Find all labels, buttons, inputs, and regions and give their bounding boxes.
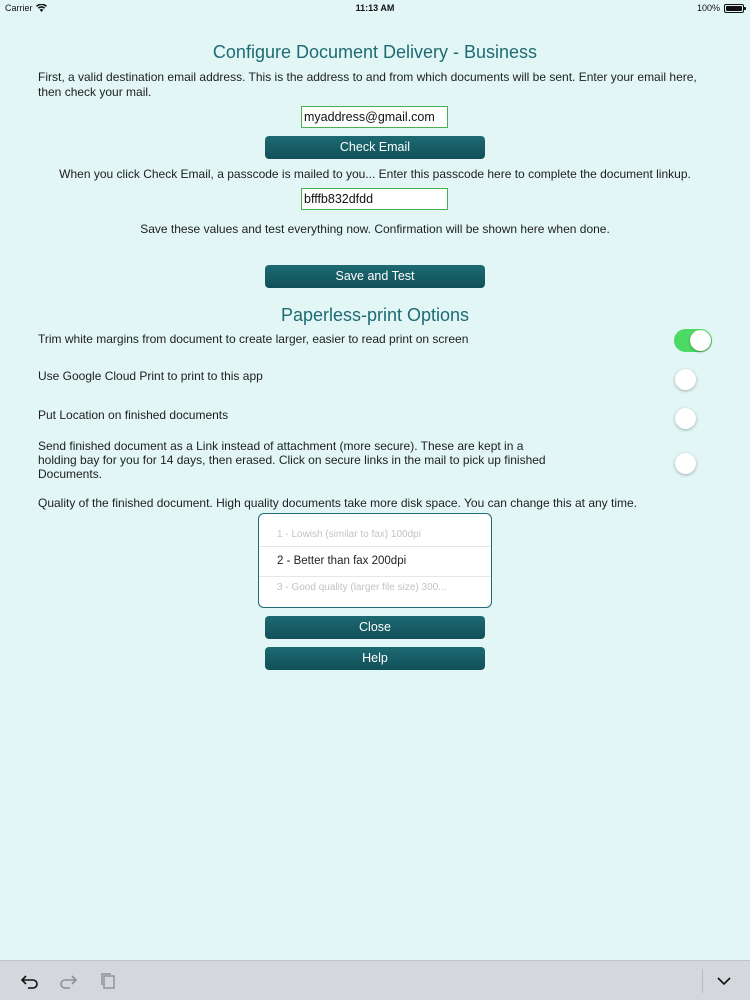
quality-option-lowish[interactable]: 1 - Lowish (similar to fax) 100dpi: [277, 529, 421, 540]
save-and-test-button[interactable]: Save and Test: [265, 265, 485, 288]
option-cloud-print-label: Use Google Cloud Print to print to this app: [38, 369, 263, 383]
close-button[interactable]: Close: [265, 616, 485, 639]
paste-icon[interactable]: [98, 971, 118, 991]
trim-margins-toggle[interactable]: [674, 329, 712, 352]
save-instructions: Save these values and test everything now. Confirmation will be shown here when done.: [140, 222, 610, 236]
check-email-button[interactable]: Check Email: [265, 136, 485, 159]
option-link-label: Send finished document as a Link instead of attachment (more secure). These are kept in a holding bay for you for 14 days, then erased. Click on secure links in the mail to pick up finished Documents.: [38, 439, 546, 481]
passcode-input[interactable]: [301, 188, 448, 210]
quality-option-selected[interactable]: 2 - Better than fax 200dpi: [277, 555, 407, 567]
picker-divider-top: [259, 546, 491, 547]
options-title: Paperless-print Options: [280, 305, 470, 325]
picker-divider-bottom: [259, 576, 491, 577]
chevron-down-icon[interactable]: [714, 971, 734, 991]
battery-icon: [724, 4, 744, 13]
bottom-toolbar: [0, 960, 750, 1000]
cloud-print-toggle[interactable]: [674, 368, 712, 391]
carrier-label: Carrier: [5, 3, 33, 13]
quality-label: Quality of the finished document. High quality documents take more disk space. You can change this at any time.: [38, 496, 638, 510]
redo-icon[interactable]: [58, 971, 78, 991]
passcode-instructions: When you click Check Email, a passcode is mailed to you... Enter this passcode here to complete the document linkup.: [59, 167, 691, 181]
quality-option-good[interactable]: 3 - Good quality (larger file size) 300...: [277, 582, 447, 593]
option-location-label: Put Location on finished documents: [38, 408, 229, 422]
quality-picker[interactable]: [258, 513, 492, 608]
location-toggle[interactable]: [674, 407, 712, 430]
delivery-title: Configure Document Delivery - Business: [212, 42, 538, 62]
toolbar-separator: [702, 969, 703, 993]
battery-percent: 100%: [696, 3, 720, 13]
status-bar: [0, 0, 750, 18]
option-trim-margins-label: Trim white margins from document to create larger, easier to read print on screen: [38, 332, 469, 346]
battery-group: [697, 3, 744, 13]
email-input[interactable]: [301, 106, 448, 128]
help-button[interactable]: Help: [265, 647, 485, 670]
status-time: 11:13 AM: [355, 3, 395, 13]
email-intro-text: First, a valid destination email address. This is the address to and from which documents will be sent. Enter your email here, then check your mail.: [38, 70, 697, 99]
link-toggle[interactable]: [674, 452, 712, 475]
undo-icon[interactable]: [20, 971, 40, 991]
